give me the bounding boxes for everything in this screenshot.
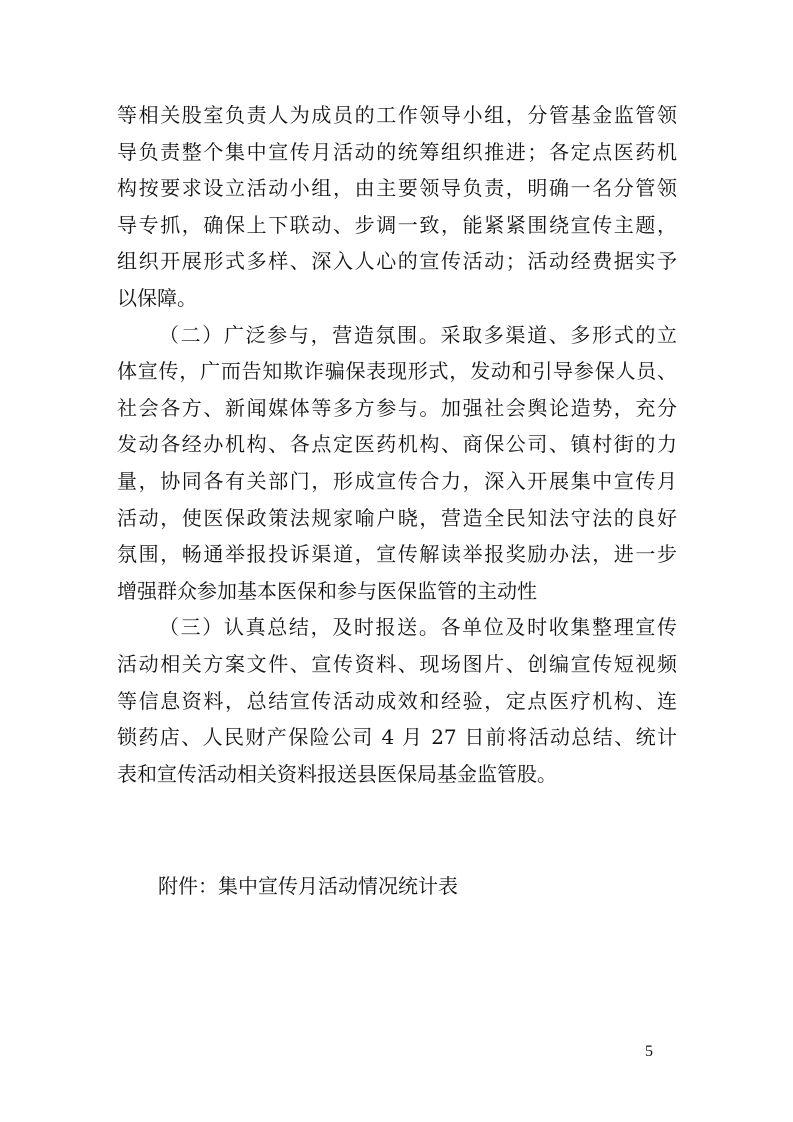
paragraph-1-line-4: 导专抓，确保上下联动、步调一致，能紧紧围绕宣传主题， bbox=[117, 212, 677, 237]
paragraph-3-line-5: 表和宣传活动相关资料报送县医保局基金监管股。 bbox=[117, 761, 557, 786]
paragraph-1-line-1: 等相关股室负责人为成员的工作领导小组，分管基金监管领 bbox=[117, 103, 677, 127]
paragraph-2-line-5: 量，协同各有关部门，形成宣传合力，深入开展集中宣传月 bbox=[117, 468, 677, 493]
paragraph-2-line-1: （二）广泛参与，营造氛围。采取多渠道、多形式的立 bbox=[159, 322, 677, 347]
paragraph-2-line-8: 增强群众参加基本医保和参与医保监管的主动性 bbox=[117, 578, 537, 603]
paragraph-2-line-3: 社会各方、新闻媒体等多方参与。加强社会舆论造势，充分 bbox=[117, 395, 677, 420]
paragraph-1-line-2: 导负责整个集中宣传月活动的统筹组织推进；各定点医药机 bbox=[117, 139, 677, 164]
paragraph-2-line-4: 发动各经办机构、各点定医药机构、商保公司、镇村街的力 bbox=[117, 432, 677, 457]
paragraph-2-line-6: 活动，使医保政策法规家喻户晓，营造全民知法守法的良好 bbox=[117, 505, 677, 530]
paragraph-1-line-6: 以保障。 bbox=[117, 285, 197, 310]
paragraph-3-line-4: 锁药店、人民财产保险公司 4 月 27 日前将活动总结、统计 bbox=[117, 725, 677, 750]
paragraph-1-line-3: 构按要求设立活动小组，由主要领导负责，明确一名分管领 bbox=[117, 176, 677, 201]
paragraph-3-line-1: （三）认真总结，及时报送。各单位及时收集整理宣传 bbox=[159, 615, 677, 640]
paragraph-2-line-2: 体宣传，广而告知欺诈骗保表现形式，发动和引导参保人员、 bbox=[117, 359, 677, 384]
page-number: 5 bbox=[645, 1043, 653, 1060]
paragraph-1-line-5: 组织开展形式多样、深入人心的宣传活动；活动经费据实予 bbox=[117, 249, 677, 274]
paragraph-3-line-2: 活动相关方案文件、宣传资料、现场图片、创编宣传短视频 bbox=[117, 651, 677, 676]
paragraph-3-line-3: 等信息资料，总结宣传活动成效和经验，定点医疗机构、连 bbox=[117, 688, 677, 713]
paragraph-2-line-7: 氛围，畅通举报投诉渠道，宣传解读举报奖励办法，进一步 bbox=[117, 542, 677, 567]
attachment-note: 附件：集中宣传月活动情况统计表 bbox=[158, 874, 458, 898]
body-text bbox=[117, 97, 677, 792]
